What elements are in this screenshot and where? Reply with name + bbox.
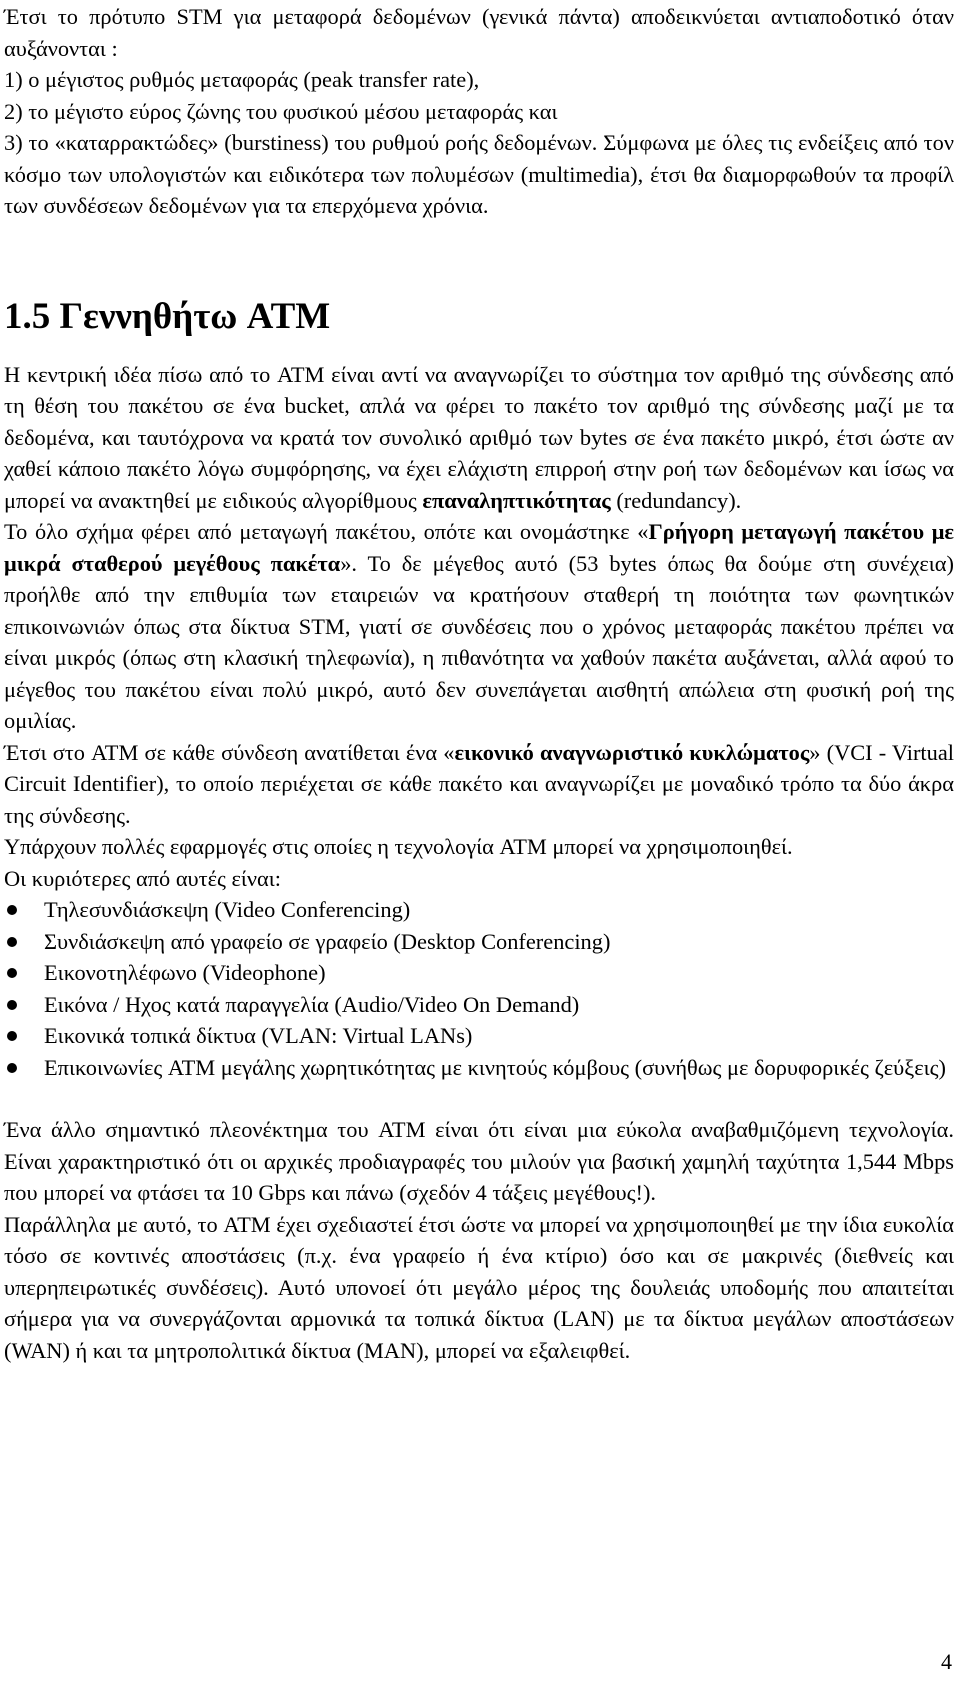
para2-text-before: Το όλο σχήμα φέρει από μεταγωγή πακέτου, οπότε και ονομάστηκε « bbox=[4, 519, 649, 544]
intro-item-3-and-continuation bbox=[4, 127, 954, 222]
list-item-label: Εικονοτηλέφωνο (Videophone) bbox=[44, 960, 326, 985]
para1-text-after: (redundancy). bbox=[610, 487, 742, 513]
bullet-icon bbox=[7, 905, 17, 915]
para1-text-before: Η κεντρική ιδέα πίσω από το ATM είναι αντί να αναγνωρίζει το σύστημα τον αριθμό της σύνδεσης από τη θέση του πακέτου σε ένα bucket, απλά να φέρει το πακέτο τον αριθμό της σύνδεσης μαζί με τα δεδομένα, και ταυτόχρονα να κρατά τον συνολικό αριθμό των bytes σε ένα πακέτο μικρό, έτσι ώστε αν χαθεί κάποιο πακέτο λόγω συμφόρησης, να έχει ελάχιστη επιρροή στην ροή των δεδομένων και ίσως να μπορεί να ανακτηθεί με ειδικούς αλγορίθμους bbox=[4, 361, 954, 513]
intro-list bbox=[4, 64, 954, 222]
list-item-label: Συνδιάσκεψη από γραφείο σε γραφείο (Desktop Conferencing) bbox=[44, 928, 611, 954]
section-heading: 1.5 Γεννηθήτω ATM bbox=[4, 295, 331, 337]
paragraph-upgradable: Ένα άλλο σημαντικό πλεονέκτημα του ATM είναι ότι είναι μια εύκολα αναβαθμιζόμενη τεχνολογία. Είναι χαρακτηριστικό ότι οι αρχικές προδιαγραφές του μιλούν για βασική χαμηλή ταχύτητα 1,544 Mbps που μπορεί να φτάσει τα 10 Gbps και πάνω (σχεδόν 4 τάξεις μεγέθους!). bbox=[4, 1117, 954, 1205]
applications-list bbox=[4, 894, 954, 1083]
list-item-label: Εικονικά τοπικά δίκτυα (VLAN: Virtual LANs) bbox=[44, 1023, 473, 1048]
para1-bold-term: επαναληπτικότητας bbox=[422, 487, 611, 513]
bullet-icon bbox=[7, 968, 17, 978]
list-item-label: Επικοινωνίες ATM μεγάλης χωρητικότητας με κινητούς κόμβους (συνήθως με δορυφορικές ζεύξεις) bbox=[44, 1054, 946, 1080]
bullet-icon bbox=[7, 1063, 17, 1073]
intro-item-3: 3) το «καταρρακτώδες» (burstiness) του ρυθμού ροής δεδομένων. bbox=[4, 130, 598, 155]
intro-item-1: 1) ο μέγιστος ρυθμός μεταφοράς (peak transfer rate), bbox=[4, 67, 480, 92]
bullet-icon bbox=[7, 1000, 17, 1010]
intro-line: Έτσι το πρότυπο STM για μεταφορά δεδομένων (γενικά πάντα) αποδεικνύεται αντιαποδοτικό όταν αυξάνονται : bbox=[4, 4, 954, 61]
list-item bbox=[4, 1020, 954, 1052]
intro-item-2: 2) το μέγιστο εύρος ζώνης του φυσικού μέσου μεταφοράς και bbox=[4, 98, 558, 124]
para2-text-after: ». Το δε μέγεθος αυτό (53 bytes όπως θα δούμε στη συνέχεια) προήλθε από την επιθυμία των εταιρειών να κρατήσουν σταθερή τη ποιότητα των φωνητικών επικοινωνιών όπως στα δίκτυα STM, γιατί σε συνδέσεις που ο χρόνος μεταφοράς πακέτου πρέπει να είναι μικρός (όπως στη κλασική τηλεφωνία), η πιθανότητα να χαθούν πακέτα αυξάνεται, αλλά αφού το μέγεθος του πακέτου είναι πολύ μικρό, αυτό δεν συνεπάγεται αισθητή απώλεια στη φυσική ροή της ομιλίας. bbox=[4, 550, 954, 733]
list-item bbox=[4, 989, 954, 1021]
list-item-label: Τηλεσυνδιάσκεψη (Video Conferencing) bbox=[44, 897, 411, 922]
paragraph-main-applications: Οι κυριότερες από αυτές είναι: bbox=[4, 865, 282, 891]
paragraph-packet-switching bbox=[4, 516, 954, 737]
spacer bbox=[4, 1083, 954, 1114]
para3-text-after: » (VCI - Virtual Circuit Identifier), το οποίο περιέχεται σε κάθε πακέτο και αναγνωρίζει με μοναδικό τρόπο τα δύο άκρα της σύνδεσης. bbox=[4, 739, 954, 828]
para3-bold-term: εικονικό αναγνωριστικό κυκλώματος bbox=[454, 739, 810, 765]
document-page bbox=[4, 0, 954, 1366]
list-item bbox=[4, 1052, 954, 1084]
bullet-icon bbox=[7, 937, 17, 947]
bullet-icon bbox=[7, 1031, 17, 1041]
list-item-label: Εικόνα / Ηχος κατά παραγγελία (Audio/Video On Demand) bbox=[44, 991, 580, 1017]
page-number: 4 bbox=[941, 1649, 952, 1674]
list-item bbox=[4, 957, 954, 989]
list-item bbox=[4, 894, 954, 926]
paragraph-distances: Παράλληλα με αυτό, το ATM έχει σχεδιαστεί έτσι ώστε να μπορεί να χρησιμοποιηθεί με την ίδια ευκολία τόσο σε κοντινές αποστάσεις (π.χ. ένα γραφείο ή ένα κτίριο) όσο και σε μακρινές (διεθνείς και υπερηπειρωτικές συνδέσεις). Αυτό υπονοεί ότι μεγάλο μέρος της δουλειάς υποδομής που απαιτείται σήμερα για να συνεργάζονται αρμονικά τα τοπικά δίκτυα (LAN) με τα δίκτυα μεγάλων αποστάσεων (WAN) ή και τα μητροπολιτικά δίκτυα (MAN), μπορεί να εξαλειφθεί. bbox=[4, 1211, 954, 1363]
list-item bbox=[4, 926, 954, 958]
paragraph-atm-idea bbox=[4, 359, 954, 517]
intro-continuation: Σύμφωνα με όλες τις ενδείξεις από τον κόσμο των υπολογιστών και ειδικότερα των πολυμέσων (multimedia), έτσι θα διαμορφωθούν τα προφίλ των συνδέσεων δεδομένων για τα επερχόμενα χρόνια. bbox=[4, 130, 954, 218]
paragraph-vci bbox=[4, 737, 954, 832]
paragraph-applications-intro: Υπάρχουν πολλές εφαρμογές στις οποίες η τεχνολογία ATM μπορεί να χρησιμοποιηθεί. bbox=[4, 834, 793, 859]
para3-text-before: Έτσι στο ATM σε κάθε σύνδεση ανατίθεται ένα « bbox=[4, 739, 455, 765]
para2-bold-term: Γρήγορη μεταγωγή πακέτου με μικρά σταθερού μεγέθους πακέτα bbox=[4, 519, 954, 576]
